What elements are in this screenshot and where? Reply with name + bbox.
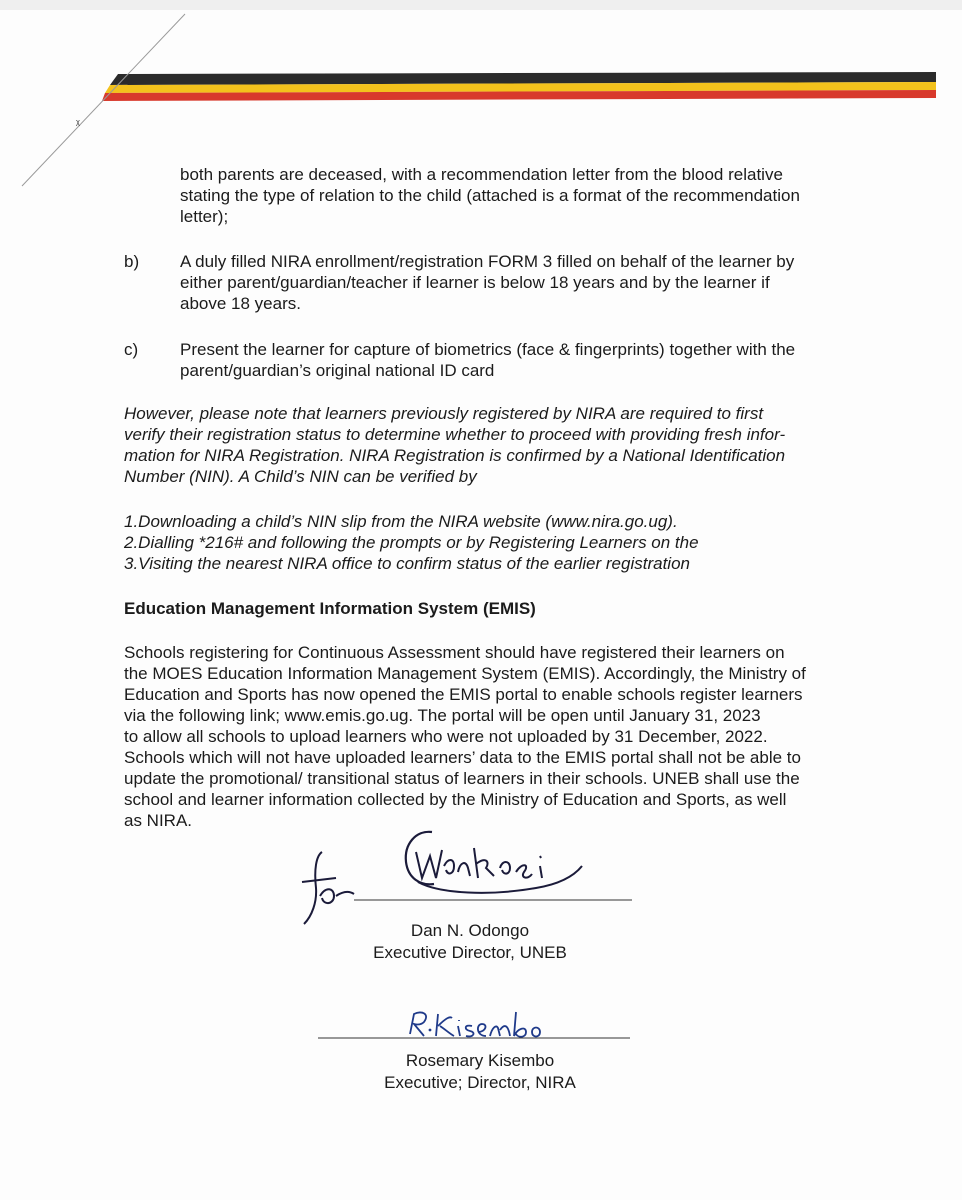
continued-paragraph: both parents are deceased, with a recommendation letter from the blood relative stating the type of relation to the child (attached is a format of the recommendation letter); bbox=[180, 165, 800, 226]
signatory-title: Executive Director, UNEB bbox=[373, 943, 567, 962]
header-flag-band bbox=[100, 68, 936, 108]
item-b-label: b) bbox=[124, 252, 140, 271]
scan-artifact bbox=[0, 0, 200, 200]
step-item: 2.Dialling *216# and following the prompts or by Registering Learners on the bbox=[124, 533, 699, 552]
signatory-uneb bbox=[330, 920, 610, 964]
signature-nira bbox=[318, 1004, 638, 1048]
nin-verification-steps bbox=[124, 511, 852, 574]
signature-uneb bbox=[290, 812, 650, 932]
item-b-text: A duly filled NIRA enrollment/registration FORM 3 filled on behalf of the learner by either parent/guardian/teacher if learner is below 18 years and by the learner if above 18 years. bbox=[180, 252, 795, 313]
item-c-label: c) bbox=[124, 340, 139, 359]
signatory-nira bbox=[330, 1050, 630, 1094]
nin-verification-note: However, please note that learners previously registered by NIRA are required to first verify their registration status to determine whether to proceed with providing fresh infor- mation for NIRA Registration. NIRA Registration is confirmed by a National Identification Number (NIN). A Child’s NIN can be verified by bbox=[124, 404, 786, 486]
emis-heading: Education Management Information System (EMIS) bbox=[124, 599, 536, 618]
signatory-title: Executive; Director, NIRA bbox=[384, 1073, 576, 1092]
step-item: 3.Visiting the nearest NIRA office to confirm status of the earlier registration bbox=[124, 554, 690, 573]
signatory-name: Rosemary Kisembo bbox=[405, 1051, 555, 1070]
stray-mark: ᵡ bbox=[76, 118, 80, 130]
item-c-text: Present the learner for capture of biometrics (face & fingerprints) together with the parent/guardian’s original national ID card bbox=[180, 340, 796, 380]
emis-paragraph: Schools registering for Continuous Assessment should have registered their learners on the MOES Education Information Management System (EMIS). Accordingly, the Ministry of Education and Sports has now opened the EMIS portal to enable schools register learners via the following link; www.emis.go.ug. The portal will be open until January 31, 2023 to allow all schools to upload learners who were not uploaded by 31 December, 2022. Schools which will not have uploaded learners’ data to the EMIS portal shall not be able to update the promotional/ transitional status of learners in their schools. UNEB shall use the school and learner information collected by the Ministry of Education and Sports, as well as NIRA. bbox=[124, 643, 806, 830]
step-item: 1.Downloading a child’s NIN slip from the NIRA website (www.nira.go.ug). bbox=[124, 512, 678, 531]
signatory-name: Dan N. Odongo bbox=[410, 921, 530, 940]
